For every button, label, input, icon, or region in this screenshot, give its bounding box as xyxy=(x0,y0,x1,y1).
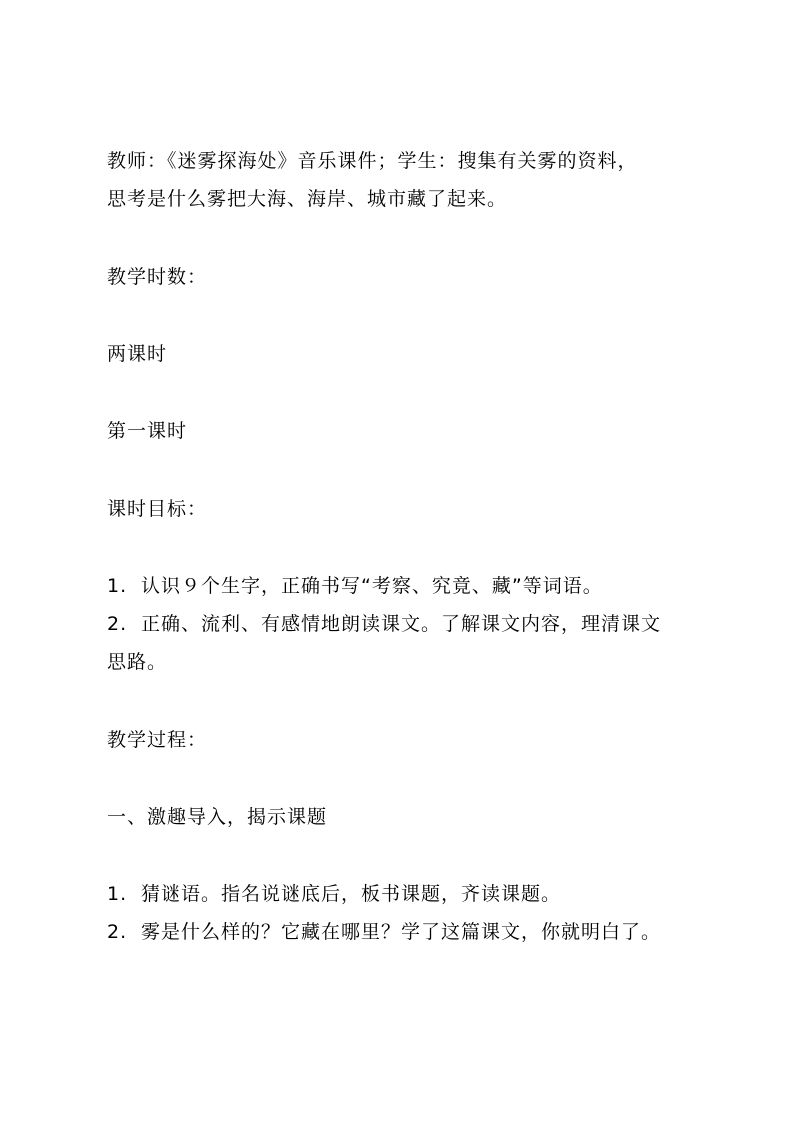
objective-text: 正确、流利、有感情地朗读课文。了解课文内容，理清课文 xyxy=(141,613,662,635)
item-text: 雾是什么样的？它藏在哪里？学了这篇课文，你就明白了。 xyxy=(141,921,662,943)
teaching-hours-label: 教学时数： xyxy=(107,266,208,288)
materials-line-1: 教师：《迷雾探海处》音乐课件；学生：搜集有关雾的资料， xyxy=(107,150,638,172)
objective-number: 2. xyxy=(107,613,128,635)
objective-number: 1. xyxy=(107,575,128,597)
section-1-title: 一、激趣导入，揭示课题 xyxy=(107,806,328,828)
teaching-hours-value: 两课时 xyxy=(107,343,168,365)
objective-item-1 xyxy=(107,573,603,599)
section-1-item-2 xyxy=(107,919,661,945)
section-1-item-1 xyxy=(107,881,561,907)
objective-text: 认识９个生字，正确书写“考察、究竟、藏”等词语。 xyxy=(141,575,603,597)
process-label: 教学过程： xyxy=(107,729,208,751)
item-number: 2. xyxy=(107,921,128,943)
objective-item-2 xyxy=(107,611,661,637)
item-number: 1. xyxy=(107,883,128,905)
item-text: 猜谜语。指名说谜底后，板书课题，齐读课题。 xyxy=(141,883,562,905)
materials-line-2: 思考是什么雾把大海、海岸、城市藏了起来。 xyxy=(107,188,508,210)
lesson-title: 第一课时 xyxy=(107,420,188,442)
objectives-label: 课时目标： xyxy=(107,498,208,520)
objective-item-2-continuation: 思路。 xyxy=(107,651,168,673)
